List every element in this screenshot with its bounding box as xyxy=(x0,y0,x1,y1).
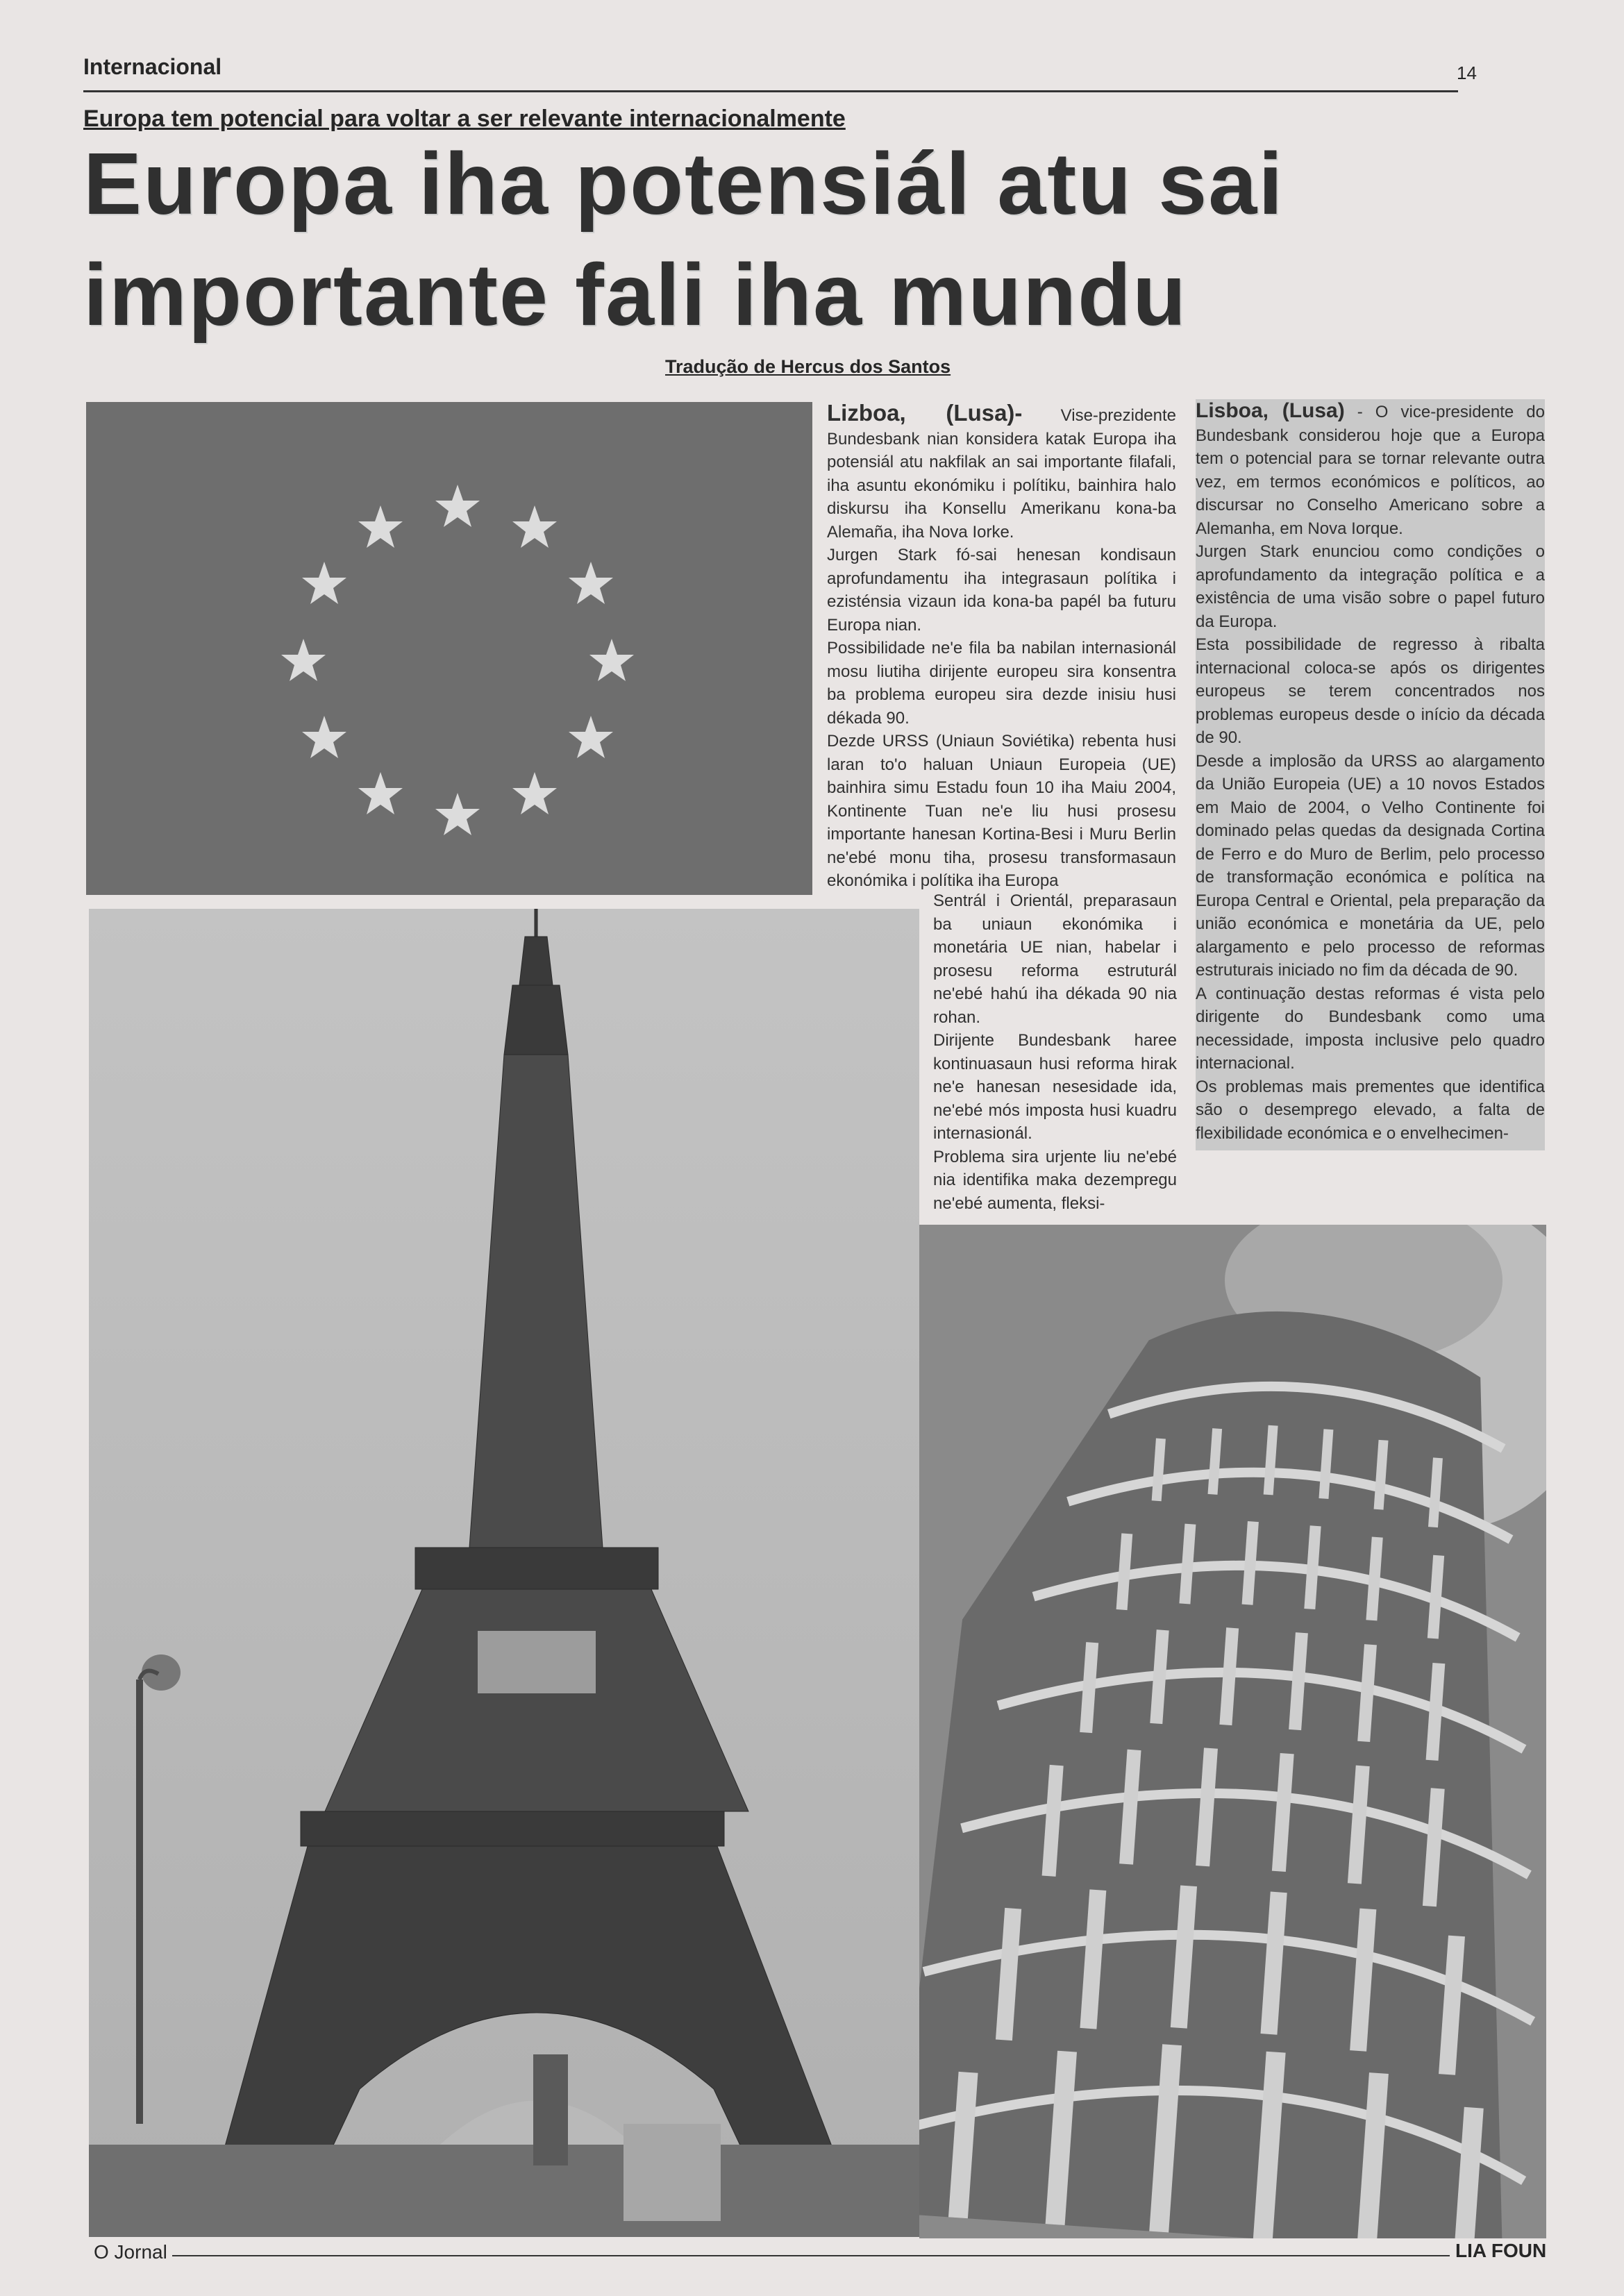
tetum-column-lower xyxy=(933,889,1177,1215)
page-number: 14 xyxy=(1457,62,1477,83)
tetum-paragraph-6: Dirijente Bundesbank haree kontinuasaun husi reforma hirak ne'e hanesan nesesidade ida, ne'ebé mós imposta husi kuadru internasionál. xyxy=(933,1031,1177,1143)
footer-rule xyxy=(172,2255,1450,2256)
headline-line-1: Europa iha potensiál atu sai xyxy=(83,135,1284,233)
header-rule xyxy=(83,90,1458,92)
tetum-paragraph-1: Vise-prezidente Bundesbank nian konsidera katak Europa iha potensiál atu nakfilak an sai importante filafali, iha asuntu ekonómiku i polítiku, bainhira halo diskursu iha Konsellu Amerikanu kona-ba Alemaña, iha Nova Iorke. xyxy=(827,406,1176,542)
portuguese-paragraph-6: Os problemas mais prementes que identifica são o desemprego elevado, a falta de flexibilidade económica e o envelhecimen- xyxy=(1196,1077,1545,1143)
article-kicker: Europa tem potencial para voltar a ser relevante internacionalmente xyxy=(83,106,846,132)
portuguese-paragraph-5: A continuação destas reformas é vista pelo dirigente do Bundesbank como uma necessidade, imposta inclusive pelo quadro internacional. xyxy=(1196,984,1545,1073)
eu-flag-icon xyxy=(86,402,812,895)
eiffel-tower-photo xyxy=(89,909,919,2237)
tetum-paragraph-5: Sentrál i Orientál, preparasaun ba uniaun ekonómika i monetária UE nian, habelar i prosesu reforma estruturál ne'ebé hahú iha dékada 90 nia rohan. xyxy=(933,891,1177,1027)
tetum-paragraph-4: Dezde URSS (Uniaun Soviétika) rebenta husi laran to'o haluan Uniaun Europeia (UE) bainhira simu Estadu foun 10 iha Maiu 2004, Kontinente Tuan ne'e liu husi prosesu importante hanesan Kortina-Besi i Muru Berlin ne'ebé monu tiha, prosesu transformasaun ekonómika i polítika iha Europa xyxy=(827,732,1176,890)
footer-edition: LIA FOUN xyxy=(1455,2240,1547,2261)
footer-publication: O Jornal xyxy=(94,2241,167,2263)
portuguese-paragraph-1: - O vice-presidente do Bundesbank considerou hoje que a Europa tem o potencial para se tornar relevante outra vez, em termos económicos e políticos, ao discursar no Conselho Americano sobre a Alemanha, em Nova Iorque. xyxy=(1196,403,1545,538)
translator-credit: Tradução de Hercus dos Santos xyxy=(665,356,951,377)
tetum-dateline: Lizboa, (Lusa)- xyxy=(827,400,1023,426)
portuguese-column xyxy=(1196,399,1545,1150)
portuguese-paragraph-2: Jurgen Stark enunciou como condições o aprofundamento da integração política e a existência de uma visão sobre o papel futuro da Europa. xyxy=(1196,542,1545,631)
tetum-paragraph-3: Possibilidade ne'e fila ba nabilan internasionál mosu liutiha dirijente europeu sira konsentra ba problema europeu sira dezde inisiu husi dékada 90. xyxy=(827,639,1176,728)
portuguese-paragraph-4: Desde a implosão da URSS ao alargamento da União Europeia (UE) a 10 novos Estados em Maio de 2004, o Velho Continente foi dominado pelas quedas da designada Cortina de Ferro e do Muro de Berlim, pelo processo de transformação económica e política na Europa Central e Oriental, pela preparação da união económica e monetária da UE, pelo alargamento e pelo processo de reformas estruturais iniciado no fim da década de 90. xyxy=(1196,751,1545,980)
leaning-tower-of-pisa-photo xyxy=(919,1225,1546,2238)
tetum-paragraph-7: Problema sira urjente liu ne'ebé nia identifika maka dezempregu ne'ebé aumenta, fleksi- xyxy=(933,1147,1177,1213)
tetum-paragraph-2: Jurgen Stark fó-sai henesan kondisaun aprofundamentu iha integrasaun polítika i ezisténsia vizaun ida kona-ba papél ba futuru Europa nian. xyxy=(827,546,1176,635)
headline-line-2: importante fali iha mundu xyxy=(83,246,1188,344)
portuguese-dateline: Lisboa, (Lusa) xyxy=(1196,399,1345,422)
article-headline xyxy=(83,128,1541,351)
tetum-column-upper xyxy=(827,401,1176,893)
portuguese-paragraph-3: Esta possibilidade de regresso à ribalta internacional coloca-se após os dirigentes europeus se terem concentrados nos problemas europeus desde o início da década de 90. xyxy=(1196,635,1545,747)
section-label: Internacional xyxy=(83,54,222,79)
